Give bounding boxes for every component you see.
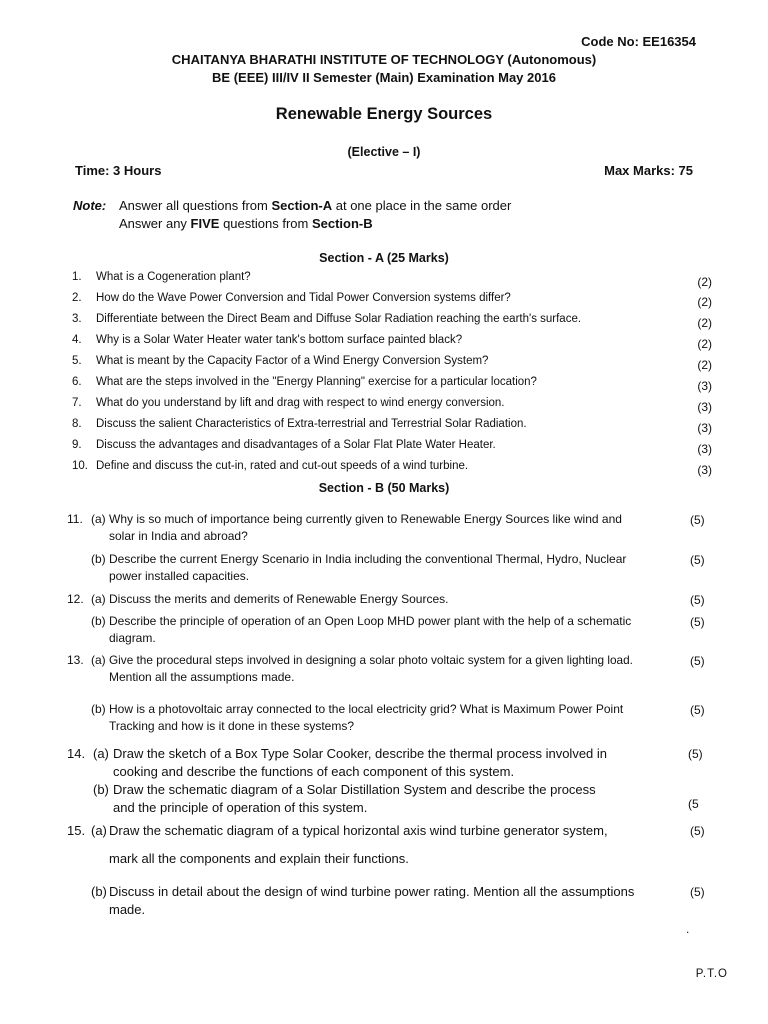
- question-text: solar in India and abroad?: [109, 529, 248, 543]
- question-text: Discuss in detail about the design of wind turbine power rating. Mention all the assumptions: [109, 884, 635, 899]
- question-marks: (5): [688, 747, 703, 761]
- note-label: Note:: [73, 198, 107, 213]
- question-text: Tracking and how is it done in these systems?: [109, 719, 355, 733]
- question-marks: (5): [690, 615, 705, 629]
- question-marks: (2): [697, 337, 712, 351]
- section-a-question: [72, 292, 712, 312]
- subpart-label: (b): [93, 782, 109, 797]
- note-emphasis: Section-A: [271, 198, 333, 213]
- question-text: Define and discuss the cut-in, rated and cut-out speeds of a wind turbine.: [96, 460, 469, 472]
- subpart-label: (a): [91, 592, 106, 606]
- question-text: What are the steps involved in the "Energy Planning" exercise for a particular location?: [96, 376, 537, 388]
- section-a-question: [72, 397, 712, 417]
- question-text: Draw the schematic diagram of a Solar Distillation System and describe the process: [113, 782, 596, 797]
- question-number: 12.: [67, 592, 84, 606]
- question-text: Discuss the salient Characteristics of Extra-terrestrial and Terrestrial Solar Radiation.: [96, 418, 527, 430]
- question-text: Discuss the advantages and disadvantages of a Solar Flat Plate Water Heater.: [96, 439, 496, 451]
- question-text: made.: [109, 902, 146, 917]
- question-marks: (5): [690, 553, 705, 567]
- question-text: What do you understand by lift and drag with respect to wind energy conversion.: [96, 397, 505, 409]
- subpart-label: (a): [91, 512, 106, 526]
- section-a-question: [72, 334, 712, 354]
- question-text: power installed capacities.: [109, 569, 250, 583]
- question-number: 8.: [72, 418, 82, 430]
- note-text: at one place in the same order: [332, 198, 512, 213]
- elective-label: (Elective – I): [347, 145, 421, 159]
- question-marks: (2): [697, 358, 712, 372]
- section-a-question: [72, 439, 712, 459]
- question-text: How do the Wave Power Conversion and Tidal Power Conversion systems differ?: [96, 292, 511, 304]
- question-text: Draw the sketch of a Box Type Solar Cooker, describe the thermal process involved in: [113, 746, 608, 761]
- subpart-label: (a): [91, 823, 107, 838]
- question-marks: (3): [697, 442, 712, 456]
- question-number: 15.: [67, 823, 86, 838]
- institute-name: CHAITANYA BHARATHI INSTITUTE OF TECHNOLOGY (Autonomous): [171, 52, 597, 67]
- question-text: What is a Cogeneration plant?: [96, 271, 251, 283]
- section-a-heading: Section - A (25 Marks): [319, 251, 449, 265]
- question-text: cooking and describe the functions of each component of this system.: [113, 764, 515, 779]
- question-number: 13.: [67, 653, 84, 667]
- question-number: 11.: [67, 512, 83, 526]
- question-marks: (2): [697, 316, 712, 330]
- note-emphasis: FIVE: [190, 216, 220, 231]
- section-a-question: [72, 376, 712, 396]
- stray-dot: .: [686, 922, 690, 936]
- question-marks: (5): [690, 593, 705, 607]
- section-a-question: [72, 313, 712, 333]
- subpart-label: (a): [93, 746, 109, 761]
- question-text: Why is so much of importance being currently given to Renewable Energy Sources like wind and: [109, 512, 622, 526]
- question-marks: (5: [688, 797, 699, 811]
- question-text: Discuss the merits and demerits of Renewable Energy Sources.: [109, 592, 449, 606]
- question-number: 5.: [72, 355, 82, 367]
- question-marks: (5): [690, 703, 705, 717]
- exam-title: BE (EEE) III/IV II Semester (Main) Examination May 2016: [212, 70, 556, 85]
- question-marks: (5): [690, 654, 705, 668]
- note-line-2: [119, 216, 373, 231]
- note-emphasis: Section-B: [311, 216, 373, 231]
- question-text: Why is a Solar Water Heater water tank's bottom surface painted black?: [96, 334, 463, 346]
- subpart-label: (b): [91, 552, 106, 566]
- question-text: How is a photovoltaic array connected to the local electricity grid? What is Maximum Power Point: [109, 702, 624, 716]
- subpart-label: (b): [91, 702, 106, 716]
- time-label: Time: 3 Hours: [75, 163, 162, 178]
- max-marks-label: Max Marks: 75: [604, 163, 693, 178]
- question-text: Describe the principle of operation of an Open Loop MHD power plant with the help of a schematic: [109, 614, 632, 628]
- question-number: 7.: [72, 397, 82, 409]
- question-marks: (3): [697, 463, 712, 477]
- note-text: questions from: [219, 216, 312, 231]
- question-text: mark all the components and explain their functions.: [109, 851, 409, 866]
- question-number: 6.: [72, 376, 82, 388]
- question-text: Mention all the assumptions made.: [109, 670, 295, 684]
- section-a-question: [72, 460, 712, 480]
- question-number: 1.: [72, 271, 82, 283]
- section-a-question: [72, 355, 712, 375]
- subpart-label: (a): [91, 653, 106, 667]
- question-marks: (3): [697, 400, 712, 414]
- question-marks: (5): [690, 885, 705, 899]
- question-number: 9.: [72, 439, 82, 451]
- note-line-1: [119, 198, 511, 213]
- question-text: and the principle of operation of this system.: [113, 800, 368, 815]
- question-number: 10.: [72, 460, 88, 472]
- question-marks: (2): [697, 275, 712, 289]
- paper-title: Renewable Energy Sources: [275, 105, 493, 123]
- note-text: Answer all questions from: [119, 198, 272, 213]
- section-a-question: [72, 271, 712, 291]
- pto-label: P.T.O: [695, 968, 728, 980]
- subpart-label: (b): [91, 614, 106, 628]
- question-text: Describe the current Energy Scenario in India including the conventional Thermal, Hydro, Nuclear: [109, 552, 627, 566]
- question-text: diagram.: [109, 631, 156, 645]
- section-b-heading: Section - B (50 Marks): [318, 481, 450, 495]
- question-marks: (5): [690, 824, 705, 838]
- question-text: Draw the schematic diagram of a typical horizontal axis wind turbine generator system,: [109, 823, 608, 838]
- question-text: Differentiate between the Direct Beam and Diffuse Solar Radiation reaching the earth's surface.: [96, 313, 582, 325]
- question-number: 14.: [67, 746, 86, 761]
- question-marks: (3): [697, 379, 712, 393]
- question-text: Give the procedural steps involved in designing a solar photo voltaic system for a given lighting load.: [109, 653, 633, 667]
- subpart-label: (b): [91, 884, 107, 899]
- question-number: 3.: [72, 313, 82, 325]
- section-a-question: [72, 418, 712, 438]
- question-number: 4.: [72, 334, 82, 346]
- note-text: Answer any: [119, 216, 191, 231]
- code-number: Code No: EE16354: [581, 34, 696, 49]
- question-marks: (3): [697, 421, 712, 435]
- question-marks: (2): [697, 295, 712, 309]
- question-text: What is meant by the Capacity Factor of a Wind Energy Conversion System?: [96, 355, 489, 367]
- question-marks: (5): [690, 513, 705, 527]
- question-number: 2.: [72, 292, 82, 304]
